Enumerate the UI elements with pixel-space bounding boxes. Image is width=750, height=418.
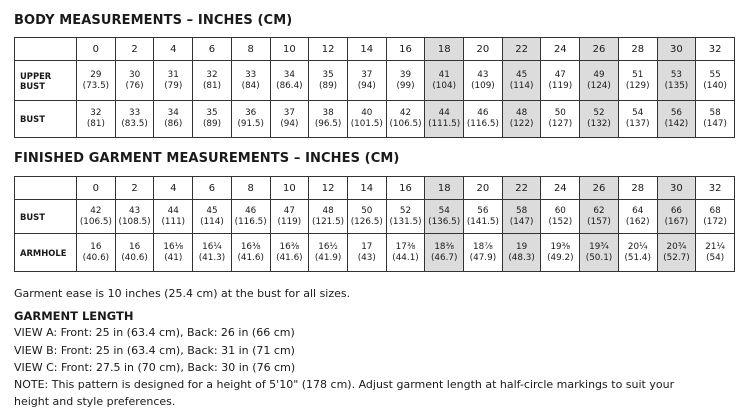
size-header-cell: 16	[386, 177, 425, 200]
measurement-cell	[541, 234, 580, 272]
measurement-cell	[618, 200, 657, 234]
cm-value: (147)	[703, 119, 727, 129]
inch-value: 37	[283, 108, 295, 118]
cm-value: (50.1)	[585, 252, 613, 263]
view-a-length: VIEW A: Front: 25 in (63.4 cm), Back: 26 in (66 cm)	[14, 326, 295, 339]
measurement-cell	[425, 200, 464, 234]
cm-value: (40.6)	[82, 252, 110, 263]
inch-value: 17	[361, 241, 373, 252]
inch-value: 50	[361, 205, 373, 216]
row-label-line: BUST	[20, 211, 45, 222]
measurement-cell	[502, 61, 541, 101]
inch-value: 36	[245, 108, 257, 118]
inch-value: 32	[206, 69, 218, 80]
cm-value: (119)	[277, 216, 302, 227]
inch-value: 40	[361, 108, 373, 118]
size-header-cell: 32	[696, 38, 735, 61]
cm-value: (41.6)	[237, 252, 264, 263]
cm-value: (99)	[396, 80, 415, 91]
measurement-cell	[231, 61, 270, 101]
height-note-line-1: NOTE: This pattern is designed for a height of 5'10" (178 cm). Adjust garment length at half-circle markings to suit your	[14, 378, 675, 391]
measurement-cell	[541, 61, 580, 101]
measurement-cell	[657, 234, 696, 272]
measurement-cell	[154, 101, 193, 138]
inch-value: 32	[90, 108, 102, 118]
row-label	[15, 200, 77, 234]
inch-value: 60	[554, 205, 566, 216]
inch-value: 19⅜	[550, 241, 571, 252]
measurement-cell	[77, 200, 116, 234]
measurement-cell	[309, 61, 348, 101]
size-header-cell: 32	[696, 177, 735, 200]
cm-value: (111)	[161, 216, 186, 227]
inch-value: 44	[438, 108, 450, 118]
size-header-cell: 8	[231, 177, 270, 200]
cm-value: (96.5)	[314, 119, 342, 129]
inch-value: 46	[477, 108, 489, 118]
size-header-row	[15, 38, 735, 61]
inch-value: 66	[670, 205, 683, 216]
measurement-cell	[425, 101, 464, 138]
view-c-length: VIEW C: Front: 27.5 in (70 cm), Back: 30 in (76 cm)	[14, 361, 296, 374]
size-header-cell: 22	[502, 38, 541, 61]
inch-value: 16¼	[202, 241, 222, 252]
measurement-cell	[618, 61, 657, 101]
size-header-cell: 12	[309, 177, 348, 200]
cm-value: (81)	[202, 80, 221, 91]
cm-value: (116.5)	[466, 119, 499, 129]
measurement-cell	[193, 200, 232, 234]
inch-value: 30	[128, 69, 141, 80]
size-header-cell: 20	[464, 38, 503, 61]
measurement-cell	[115, 200, 154, 234]
size-header-cell: 20	[464, 177, 503, 200]
inch-value: 16½	[318, 241, 338, 252]
inch-value: 55	[709, 69, 721, 80]
inch-value: 58	[516, 205, 528, 216]
cm-value: (94)	[357, 80, 376, 91]
inch-value: 46	[245, 205, 257, 216]
cm-value: (86)	[164, 119, 183, 129]
cm-value: (126.5)	[350, 216, 383, 227]
measurement-cell	[77, 61, 116, 101]
measurement-cell	[309, 101, 348, 138]
measurement-cell	[270, 61, 309, 101]
cm-value: (127)	[548, 119, 573, 129]
cm-value: (162)	[625, 216, 650, 227]
inch-value: 19	[516, 241, 528, 252]
cm-value: (132)	[587, 119, 611, 129]
cm-value: (41)	[164, 252, 183, 263]
inch-value: 34	[167, 108, 179, 118]
cm-value: (41.3)	[198, 252, 226, 263]
header-corner-cell	[15, 177, 77, 200]
measurement-cell	[386, 101, 425, 138]
cm-value: (41.6)	[276, 252, 303, 263]
size-header-cell: 28	[618, 38, 657, 61]
garment-length-title: GARMENT LENGTH	[14, 309, 134, 323]
measurement-cell	[657, 61, 696, 101]
cm-value: (89)	[319, 80, 338, 91]
cm-value: (108.5)	[118, 216, 151, 227]
cm-value: (131.5)	[389, 216, 422, 227]
cm-value: (135)	[664, 80, 689, 91]
cm-value: (167)	[664, 216, 689, 227]
size-header-cell: 6	[193, 38, 232, 61]
size-header-cell: 18	[425, 177, 464, 200]
cm-value: (172)	[703, 216, 727, 227]
cm-value: (140)	[703, 80, 727, 91]
inch-value: 45	[516, 69, 528, 80]
inch-value: 64	[632, 205, 644, 216]
measurement-cell	[270, 234, 309, 272]
cm-value: (124)	[587, 80, 611, 91]
size-header-cell: 16	[386, 38, 425, 61]
measurement-cell	[618, 101, 657, 138]
inch-value: 58	[709, 108, 721, 118]
measurement-cell	[425, 61, 464, 101]
cm-value: (121.5)	[312, 216, 345, 227]
measurement-cell	[154, 61, 193, 101]
measurement-cell	[270, 200, 309, 234]
measurement-cell	[541, 101, 580, 138]
measurement-cell	[386, 200, 425, 234]
inch-value: 16⅜	[279, 241, 300, 252]
row-label	[15, 61, 77, 101]
inch-value: 20¼	[627, 241, 648, 252]
measurement-cell	[347, 101, 386, 138]
size-header-cell: 26	[580, 177, 619, 200]
inch-value: 17⅜	[395, 241, 416, 252]
cm-value: (47.9)	[469, 252, 497, 263]
size-header-cell: 10	[270, 38, 309, 61]
inch-value: 41	[438, 69, 450, 80]
measurement-cell	[696, 61, 735, 101]
measurement-cell	[580, 61, 619, 101]
cm-value: (43)	[357, 252, 376, 263]
measurement-cell	[696, 200, 735, 234]
measurement-cell	[696, 234, 735, 272]
cm-value: (116.5)	[234, 216, 267, 227]
cm-value: (91.5)	[237, 119, 264, 129]
cm-value: (114)	[200, 216, 224, 227]
inch-value: 19¾	[589, 241, 609, 252]
inch-value: 18⅜	[434, 241, 455, 252]
measurement-cell	[464, 234, 503, 272]
cm-value: (106.5)	[79, 216, 112, 227]
size-header-cell: 2	[115, 177, 154, 200]
measurement-cell	[193, 234, 232, 272]
measurement-cell	[464, 101, 503, 138]
inch-value: 35	[322, 69, 334, 80]
cm-value: (51.4)	[624, 252, 651, 263]
measurement-cell	[309, 200, 348, 234]
cm-value: (157)	[587, 216, 611, 227]
measurement-cell	[580, 200, 619, 234]
measurement-cell	[502, 200, 541, 234]
inch-value: 16	[90, 241, 102, 252]
size-header-cell: 6	[193, 177, 232, 200]
measurement-cell	[347, 234, 386, 272]
inch-value: 47	[554, 69, 566, 80]
row-label-line: BUST	[20, 80, 45, 91]
measurement-cell	[231, 200, 270, 234]
cm-value: (136.5)	[428, 216, 461, 227]
cm-value: (129)	[625, 80, 650, 91]
inch-value: 45	[206, 205, 218, 216]
cm-value: (137)	[625, 119, 650, 129]
measurement-cell	[580, 234, 619, 272]
measurement-cell	[231, 234, 270, 272]
cm-value: (106.5)	[389, 119, 422, 129]
size-header-cell: 14	[347, 38, 386, 61]
cm-value: (76)	[125, 80, 144, 91]
measurement-cell	[657, 101, 696, 138]
measurement-cell	[502, 234, 541, 272]
size-header-cell: 28	[618, 177, 657, 200]
measurement-cell	[386, 61, 425, 101]
cm-value: (44.1)	[392, 252, 419, 263]
size-header-cell: 24	[541, 177, 580, 200]
inch-value: 48	[322, 205, 334, 216]
cm-value: (41.9)	[314, 252, 342, 263]
measurement-cell	[696, 101, 735, 138]
measurement-cell	[502, 101, 541, 138]
size-header-cell: 4	[154, 38, 193, 61]
inch-value: 42	[399, 108, 412, 118]
cm-value: (81)	[86, 119, 105, 129]
row-label	[15, 234, 77, 272]
size-header-cell: 30	[657, 177, 696, 200]
size-header-cell: 4	[154, 177, 193, 200]
inch-value: 50	[554, 108, 566, 118]
row-label-line: ARMHOLE	[20, 247, 67, 258]
cm-value: (46.7)	[430, 252, 458, 263]
measurement-cell	[154, 200, 193, 234]
cm-value: (141.5)	[466, 216, 499, 227]
cm-value: (122)	[509, 119, 534, 129]
body-measurements-table	[14, 37, 735, 138]
inch-value: 16⅛	[163, 241, 184, 252]
cm-value: (94)	[280, 119, 299, 129]
measurement-row	[15, 234, 735, 272]
garment-measurements-table	[14, 176, 735, 272]
cm-value: (104)	[432, 80, 457, 91]
cm-value: (49.2)	[547, 252, 574, 263]
measurement-cell	[231, 101, 270, 138]
cm-value: (89)	[202, 119, 221, 129]
size-header-cell: 22	[502, 177, 541, 200]
measurement-row	[15, 61, 735, 101]
cm-value: (52.7)	[663, 252, 690, 263]
view-b-length: VIEW B: Front: 25 in (63.4 cm), Back: 31 in (71 cm)	[14, 344, 295, 357]
cm-value: (142)	[664, 119, 689, 129]
size-header-cell: 18	[425, 38, 464, 61]
cm-value: (101.5)	[350, 119, 383, 129]
measurement-row	[15, 200, 735, 234]
cm-value: (83.5)	[121, 119, 148, 129]
measurement-cell	[77, 101, 116, 138]
size-header-cell: 30	[657, 38, 696, 61]
inch-value: 43	[477, 69, 489, 80]
cm-value: (111.5)	[428, 119, 461, 129]
measurement-cell	[425, 234, 464, 272]
row-label	[15, 101, 77, 138]
height-note-line-2: height and style preferences.	[14, 395, 176, 408]
cm-value: (147)	[509, 216, 534, 227]
inch-value: 56	[670, 108, 683, 118]
inch-value: 31	[167, 69, 179, 80]
measurement-cell	[347, 61, 386, 101]
measurement-cell	[154, 234, 193, 272]
inch-value: 56	[477, 205, 489, 216]
inch-value: 49	[593, 69, 605, 80]
inch-value: 51	[632, 69, 644, 80]
inch-value: 20¾	[666, 241, 687, 252]
inch-value: 53	[670, 69, 683, 80]
inch-value: 52	[399, 205, 412, 216]
size-header-cell: 2	[115, 38, 154, 61]
measurement-cell	[115, 101, 154, 138]
garment-measurements-title: FINISHED GARMENT MEASUREMENTS – INCHES (CM)	[14, 151, 400, 166]
size-header-cell: 26	[580, 38, 619, 61]
inch-value: 37	[361, 69, 373, 80]
measurement-cell	[657, 200, 696, 234]
inch-value: 16⅜	[240, 241, 261, 252]
size-header-cell: 14	[347, 177, 386, 200]
measurement-cell	[386, 234, 425, 272]
row-label-line: UPPER	[20, 70, 52, 81]
inch-value: 44	[167, 205, 179, 216]
inch-value: 68	[709, 205, 721, 216]
cm-value: (114)	[509, 80, 534, 91]
size-header-cell: 8	[231, 38, 270, 61]
cm-value: (54)	[706, 252, 725, 263]
measurement-cell	[618, 234, 657, 272]
measurement-cell	[541, 200, 580, 234]
cm-value: (86.4)	[276, 80, 303, 91]
inch-value: 21¼	[705, 241, 725, 252]
inch-value: 35	[206, 108, 218, 118]
inch-value: 54	[632, 108, 644, 118]
inch-value: 33	[245, 69, 257, 80]
measurement-cell	[580, 101, 619, 138]
measurement-cell	[270, 101, 309, 138]
inch-value: 54	[438, 205, 450, 216]
size-header-cell: 10	[270, 177, 309, 200]
cm-value: (40.6)	[121, 252, 148, 263]
inch-value: 39	[399, 69, 412, 80]
garment-ease-note: Garment ease is 10 inches (25.4 cm) at the bust for all sizes.	[14, 287, 351, 300]
measurement-cell	[77, 234, 116, 272]
inch-value: 48	[516, 108, 528, 118]
cm-value: (79)	[164, 80, 183, 91]
inch-value: 33	[128, 108, 141, 118]
inch-value: 29	[90, 69, 102, 80]
body-measurements-title: BODY MEASUREMENTS – INCHES (CM)	[14, 13, 293, 28]
measurement-cell	[464, 200, 503, 234]
measurement-cell	[193, 101, 232, 138]
measurement-cell	[115, 234, 154, 272]
cm-value: (109)	[471, 80, 495, 91]
size-header-row	[15, 177, 735, 200]
measurement-cell	[115, 61, 154, 101]
cm-value: (152)	[548, 216, 573, 227]
size-header-cell: 0	[77, 177, 116, 200]
measurement-cell	[309, 234, 348, 272]
measurement-cell	[464, 61, 503, 101]
measurement-cell	[347, 200, 386, 234]
cm-value: (73.5)	[82, 80, 110, 91]
inch-value: 18⅞	[473, 241, 493, 252]
inch-value: 38	[322, 108, 334, 118]
row-label-line: BUST	[20, 114, 45, 124]
inch-value: 43	[128, 205, 141, 216]
inch-value: 42	[90, 205, 102, 216]
measurement-row	[15, 101, 735, 138]
header-corner-cell	[15, 38, 77, 61]
inch-value: 62	[593, 205, 605, 216]
size-header-cell: 24	[541, 38, 580, 61]
size-header-cell: 0	[77, 38, 116, 61]
inch-value: 34	[283, 69, 295, 80]
cm-value: (84)	[241, 80, 260, 91]
inch-value: 52	[593, 108, 605, 118]
cm-value: (48.3)	[508, 252, 535, 263]
inch-value: 16	[128, 241, 141, 252]
cm-value: (119)	[548, 80, 573, 91]
inch-value: 47	[283, 205, 295, 216]
measurement-cell	[193, 61, 232, 101]
size-header-cell: 12	[309, 38, 348, 61]
